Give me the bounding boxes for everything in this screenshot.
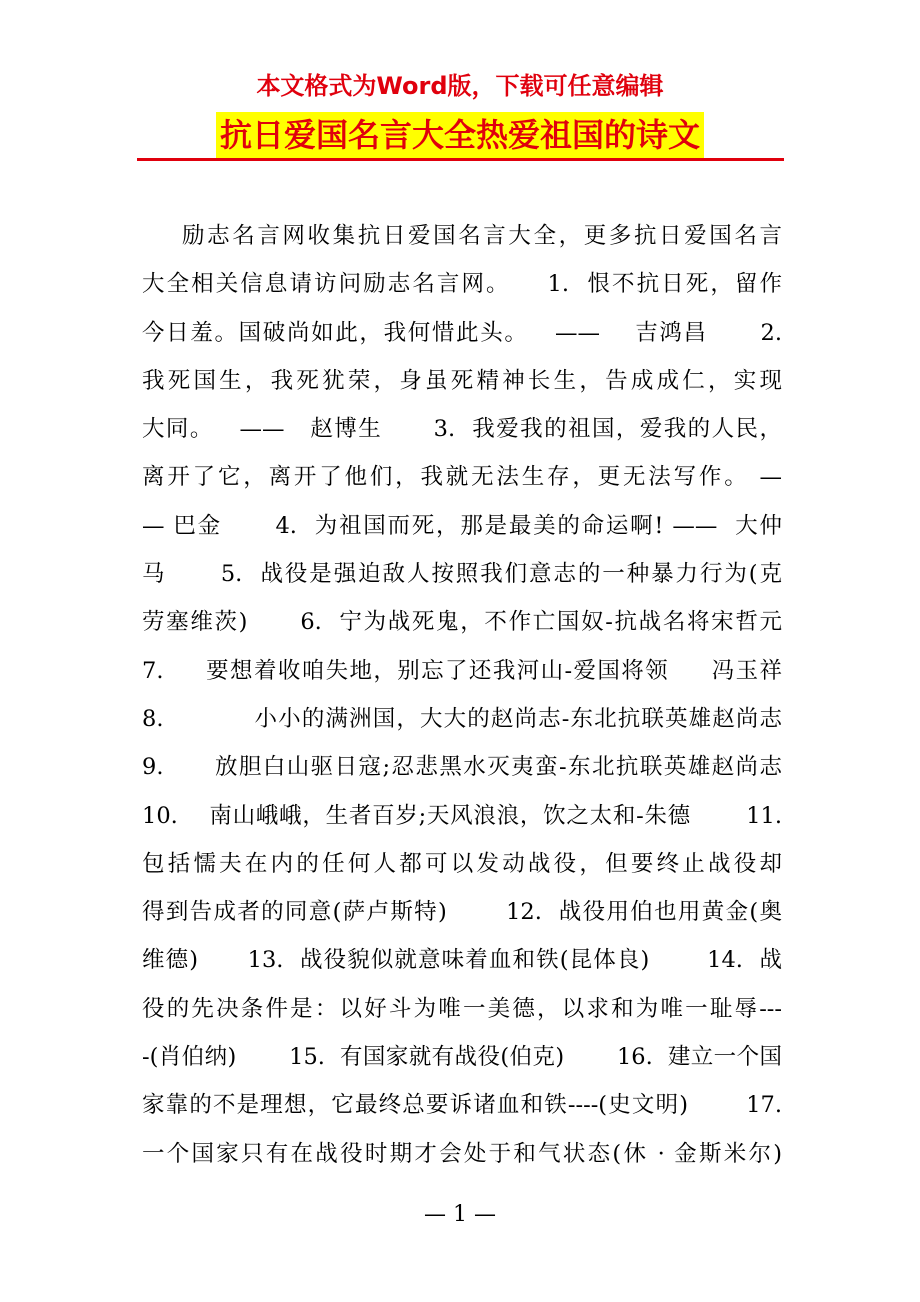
text-line: 家靠的不是理想，它最终总要诉诸血和铁----(史文明) 17. [142,1092,782,1119]
page-number: — 1 — [424,1202,496,1227]
text-line: 离开了它，离开了他们，我就无法生存，更无法写作。 — [142,464,782,491]
text-line: 马 5. 战役是强迫敌人按照我们意志的一种暴力行为(克 [142,561,782,588]
text-line: 大同。 —— 赵博生 3. 我爱我的祖国，爱我的人民， [142,416,782,443]
text-line: 7. 要想着收咱失地，别忘了还我河山-爱国将领 冯玉祥 [142,657,782,684]
text-line: — 巴金 4. 为祖国而死，那是最美的命运啊! —— 大仲 [142,512,782,539]
text-line: 我死国生，我死犹荣，身虽死精神长生，告成成仁，实现 [142,367,782,394]
format-notice: 本文格式为Word版，下载可任意编辑 [256,72,664,100]
body-text [142,212,782,1178]
text-line: 8. 小小的满洲国，大大的赵尚志-东北抗联英雄赵尚志 [142,705,782,732]
text-line: 大全相关信息请访问励志名言网。 1. 恨不抗日死，留作 [142,271,782,298]
document-title: 抗日爱国名言大全热爱祖国的诗文 [216,112,704,158]
text-line: 今日羞。国破尚如此，我何惜此头。 —— 吉鸿昌 2. [142,319,782,346]
text-line: 一个国家只有在战役时期才会处于和气状态(休 · 金斯米尔) [142,1140,782,1167]
text-line: 包括懦夫在内的任何人都可以发动战役，但要终止战役却 [142,850,782,877]
title-divider [137,158,784,161]
text-line: 劳塞维茨) 6. 宁为战死鬼，不作亡国奴-抗战名将宋哲元 [142,609,782,636]
text-line: 役的先决条件是：以好斗为唯一美德，以求和为唯一耻辱--- [142,995,782,1022]
title-wrapper [0,112,920,158]
text-line: -(肖伯纳) 15. 有国家就有战役(伯克) 16. 建立一个国 [142,1044,782,1071]
text-line: 9. 放胆白山驱日寇;忍悲黑水灭夷蛮-东北抗联英雄赵尚志 [142,754,782,781]
text-line: 10. 南山峨峨，生者百岁;天风浪浪，饮之太和-朱德 11. [142,802,782,829]
text-line: 维德) 13. 战役貌似就意味着血和铁(昆体良) 14. 战 [142,947,782,974]
text-line: 励志名言网收集抗日爱国名言大全，更多抗日爱国名言 [182,223,782,249]
text-line: 得到告成者的同意(萨卢斯特) 12. 战役用伯也用黄金(奥 [142,899,782,926]
